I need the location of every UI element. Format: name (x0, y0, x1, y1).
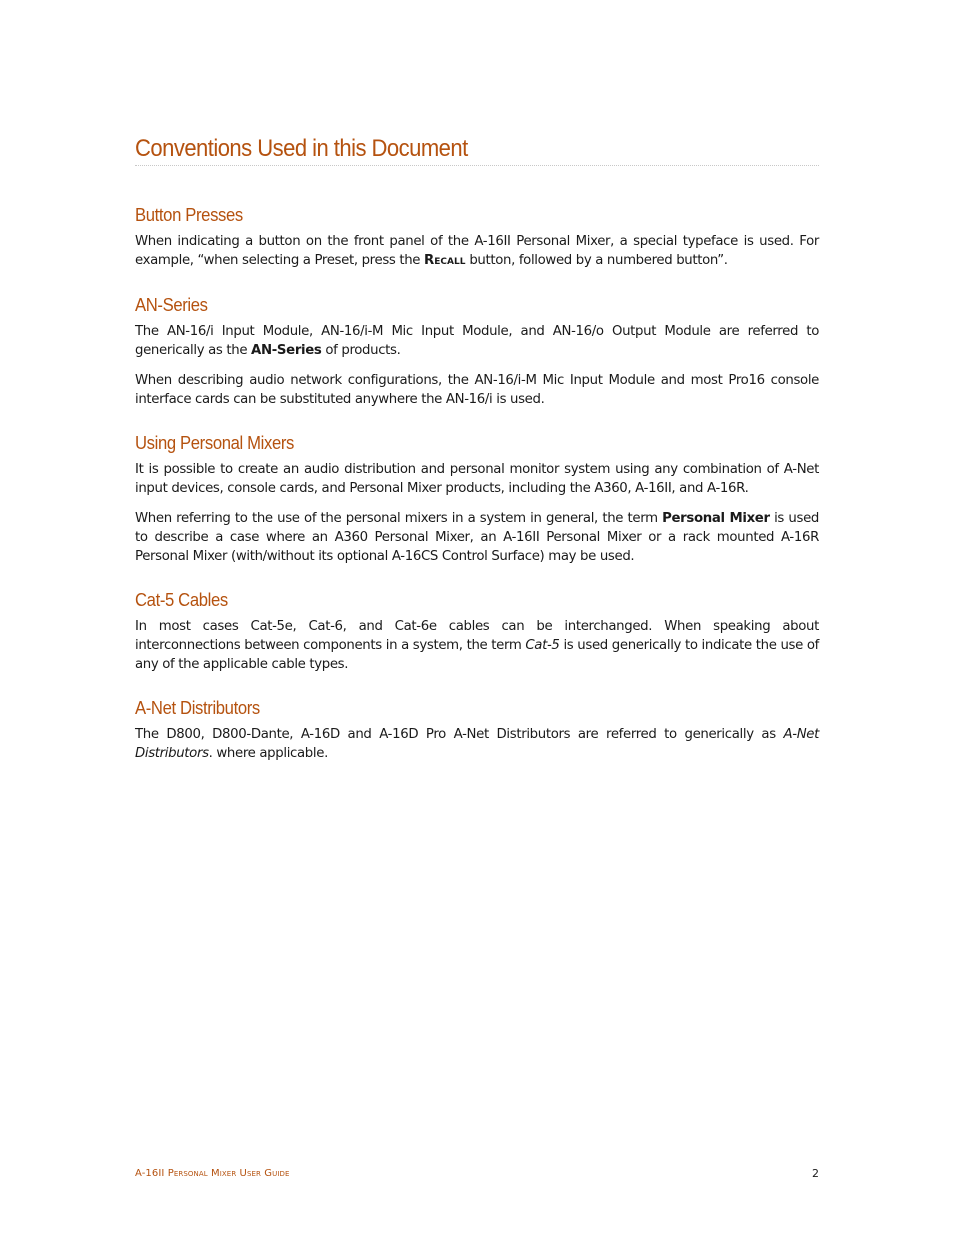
paragraph-text: When referring to the use of the personal mixers in a system in general, the term (135, 511, 663, 526)
paragraph: When describing audio network configurations, the AN-16/i-M Mic Input Module and most Pro16 console interface cards can be substituted anywhere the AN-16/i is used. (135, 373, 819, 407)
paragraph: It is possible to create an audio distribution and personal monitor system using any combination of A-Net input devices, console cards, and Personal Mixer products, including the A360, A-16II, and A-16R. (135, 462, 819, 496)
paragraph-text: button, followed by a numbered button”. (465, 253, 728, 268)
page-title: Conventions Used in this Document (135, 135, 468, 162)
button-typeface-example: Recall (424, 253, 466, 268)
document-body (135, 202, 819, 785)
paragraph (135, 232, 819, 270)
paragraph-text: . where applicable. (208, 746, 328, 761)
paragraph-text: In most cases Cat-5e, Cat-6, and Cat-6e cables can be interchanged. When speaking about interconnections between components in a system, the term (135, 619, 819, 653)
section-button-presses (135, 202, 819, 270)
section-cat5-cables (135, 587, 819, 674)
footer-page-number: 2 (812, 1167, 819, 1180)
section-heading: Button Presses (135, 204, 243, 225)
title-divider (135, 165, 819, 166)
section-heading: Using Personal Mixers (135, 432, 295, 453)
paragraph (135, 509, 819, 566)
paragraph (135, 725, 819, 763)
italic-term: A-Net Distributors (135, 727, 819, 761)
paragraph (135, 617, 819, 674)
section-an-series (135, 292, 819, 409)
bold-term: Personal Mixer (662, 511, 770, 526)
paragraph-text: When indicating a button on the front panel of the A-16II Personal Mixer, a special typeface is used. For example, “when selecting a Preset, press the (135, 234, 819, 268)
bold-term: AN-Series (251, 343, 322, 358)
footer-guide-title: A-16II Personal Mixer User Guide (135, 1168, 290, 1179)
section-heading: Cat-5 Cables (135, 589, 228, 610)
italic-term: Cat-5 (525, 638, 560, 653)
paragraph-text: The D800, D800-Dante, A-16D and A-16D Pro A-Net Distributors are referred to generically as (135, 727, 784, 742)
section-heading: AN-Series (135, 294, 208, 315)
paragraph-text: of products. (321, 343, 401, 358)
paragraph-text: The AN-16/i Input Module, AN-16/i-M Mic Input Module, and AN-16/o Output Module are referred to generically as the (135, 324, 819, 358)
section-anet-distributors (135, 695, 819, 763)
paragraph (135, 322, 819, 360)
paragraph-text: is used generically to indicate the use of any of the applicable cable types. (135, 638, 819, 672)
paragraph-text: is used to describe a case where an A360 Personal Mixer, an A-16II Personal Mixer or a rack mounted A-16R Personal Mixer (with/without its optional A-16CS Control Surface) may be used. (135, 511, 819, 564)
section-using-personal-mixers (135, 430, 819, 566)
section-heading: A-Net Distributors (135, 697, 260, 718)
